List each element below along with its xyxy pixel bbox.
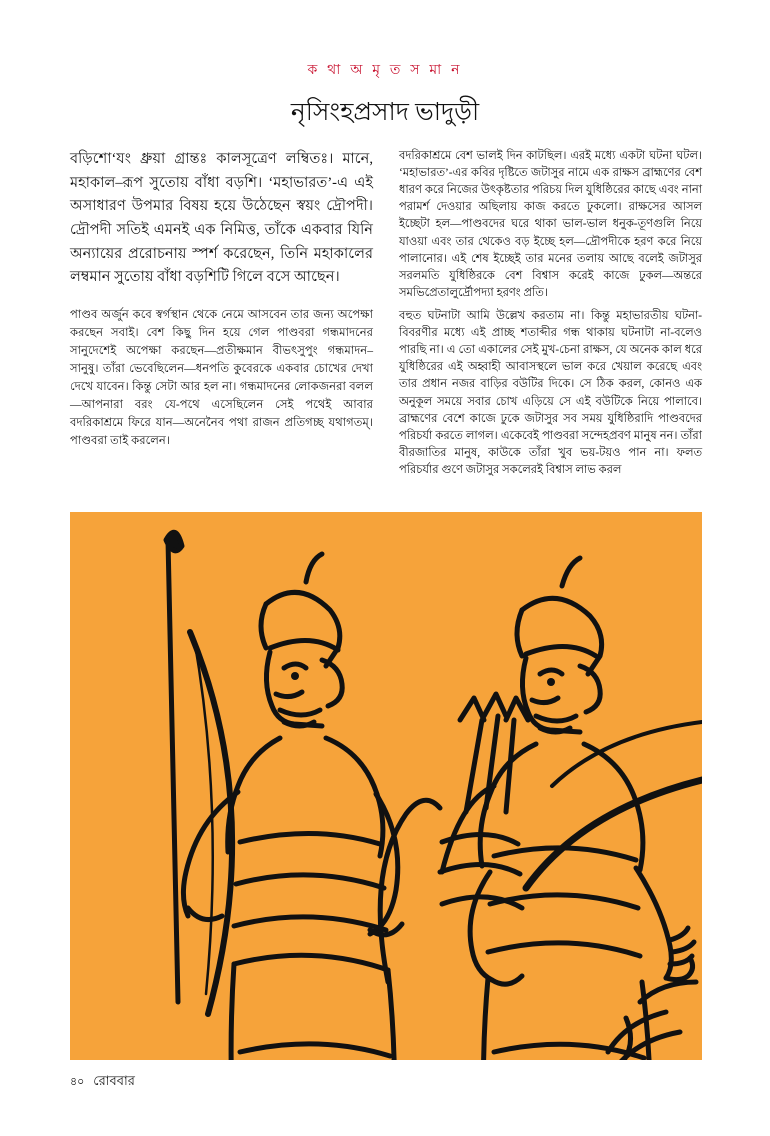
lead-paragraph: বড়িশো‘যং ধ্রুয়া গ্রান্তঃ কালসূত্রেণ লম্বিতঃ। মানে, মহাকাল–রূপ সুতোয় বাঁধা বড়শি। ‘মহাভারত’-এ এই অসাধারণ উপমার বিষয় হয়ে উঠেছেন স্বয়ং দ্রৌপদী। দ্রৌপদী সতিই এমনই এক নিমিত্ত, তাঁকে একবার যিনি অন্যায়ের প্ররোচনায় স্পর্শ করেছেন, তিনি মহাকালের লম্বমান সুতোয় বাঁধা বড়শিটি গিলে বসে আছেন। — [70, 151, 373, 286]
article-columns — [70, 148, 702, 485]
page-footer — [70, 1072, 135, 1093]
magazine-name: রোববার — [93, 1073, 135, 1088]
left-column — [70, 148, 373, 485]
article-title: নৃসিংহপ্রসাদ ভাদুড়ী — [290, 99, 480, 126]
illustration-artwork — [70, 512, 702, 1060]
page-number: ৪০ — [70, 1076, 85, 1088]
left-paragraph-1: পাণ্ডব অর্জুন কবে স্বর্গস্থান থেকে নেমে আসবেন তার জন্য অপেক্ষা করছেন সবাই। বেশ কিছু দিন হয়ে গেল পাণ্ডবরা গন্ধমাদনের সানুদেশেই অপেক্ষা করছেন—প্রতীক্ষমান বীভৎসুপুং গন্ধমাদন–সানুষু। তাঁরা ভেবেছিলেন—ধনপতি কুবেরকে একবার চোখের দেখা দেখে যাবেন। কিন্তু সেটা আর হল না। গন্ধমাদনের লোকজনরা বলল—আপনারা বরং যে-পথে এসেছিলেন সেই পথেই আবার বদরিকাশ্রমে ফিরে যান—অনেনৈব পথা রাজন প্রতিগচ্ছ যথাগতম্‌। পাণ্ডবরা তাই করলেন। — [70, 307, 373, 447]
right-paragraph-1: বদরিকাশ্রমে বেশ ভালই দিন কাটছিল। এরই মধ্যে একটা ঘটনা ঘটল। ‘মহাভারত’-এর কবির দৃষ্টিতে জটাসুর নামে এক রাক্ষস ব্রাহ্মণের বেশ ধারণ করে নিজের উৎকৃষ্টতার পরিচয় দিল যুধিষ্ঠিরের কাছে এবং নানা পরামর্শ দেওয়ার অছিলায় কাজ করতে ঢুকলো। রাক্ষসের আসল ইচ্ছেটা হল—পাণ্ডবদের ঘরে থাকা ভাল-ভাল ধনুক-তূণগুলি নিয়ে যাওয়া এবং তার থেকেও বড় ইচ্ছে হল—দ্রৌপদীকে হরণ করে নিয়ে পালানোর। এই শেষ ইচ্ছেই তার মনের তলায় আছে বলেই জটাসুর সরলমতি যুধিষ্ঠিরকে বেশ বিশ্বাস করেই কাজে ঢুকল—অন্তরে সমভিপ্রেতালুর্দ্রৌপদ্যা হরণং প্রতি। — [399, 150, 702, 299]
section-kicker: ক থা অ মৃ ত স মা ন — [307, 61, 463, 77]
right-column — [399, 148, 702, 485]
illustration — [70, 512, 702, 1060]
right-paragraph-2: বহুত ঘটনাটা আমি উল্লেখ করতাম না। কিন্তু মহাভারতীয় ঘটনা-বিবরণীর মধ্যে এই প্রাচ্ছ শতাব্দীর গন্ধ থাকায় ঘটনাটা না-বলেও পারছি না। এ তো একালের সেই মুখ-চেনা রাক্ষস, যে অনেক কাল ধরে যুধিষ্ঠিরের এই অহ্বাহী আবাসস্থলে ভাল করে খেয়াল করেছে এবং তার প্রধান নজর বাড়ির বউটির দিকে। সে ঠিক করল, কোনও এক অনুকূল সময়ে সবার চোখ এড়িয়ে সে এই বউটিকে নিয়ে পালাবে। ব্রাহ্মণের বেশে কাজে ঢুকে জটাসুর সব সময় যুধিষ্ঠিরাদি পাণ্ডবদের পরিচর্যা করতে লাগল। একেবেই পাণ্ডবরা সন্দেহপ্রবণ মানুষ নন। তাঁরা বীরজাতির মানুষ, কাউকে তাঁরা খুব ভয়-টয়ও পান না। ফলত পরিচর্যার গুণে জটাসুর সকলেরই বিশ্বাস লাভ করল — [399, 309, 702, 476]
